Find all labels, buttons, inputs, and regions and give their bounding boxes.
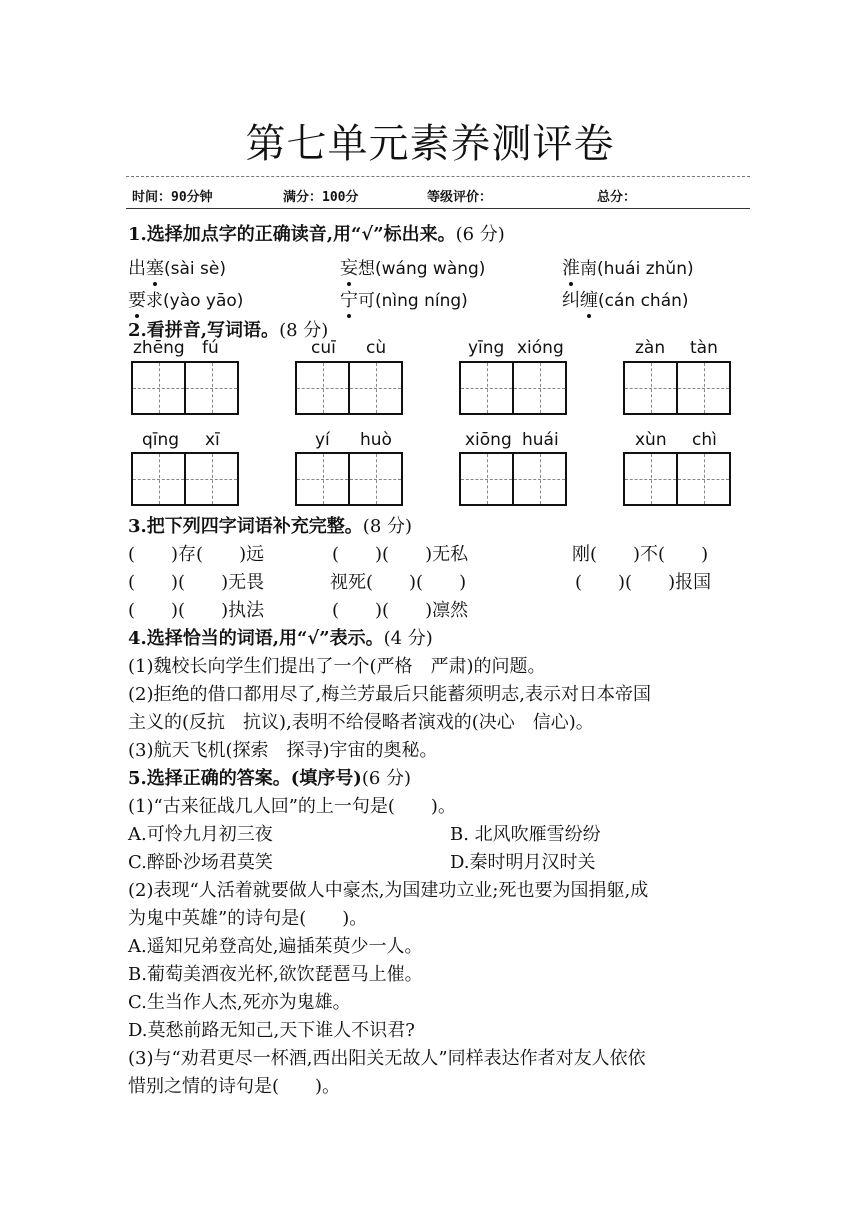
- q5-points: (6 分): [361, 768, 412, 789]
- q1-item-6-options: (cán chán): [598, 291, 689, 311]
- answer-option: D.秦时明月汉时关: [450, 852, 596, 873]
- question-line: (1)魏校长向学生们提出了一个(严格 严肃)的问题。: [128, 656, 546, 677]
- pinyin: fú: [202, 338, 219, 358]
- writing-grid[interactable]: [131, 452, 239, 506]
- page-title: 第七单元素养测评卷: [245, 121, 615, 167]
- pinyin: chì: [692, 430, 717, 450]
- full-score-label: 满分：100分: [283, 190, 359, 205]
- pinyin: cuī: [311, 338, 336, 358]
- pinyin: huái: [522, 430, 559, 450]
- q1-points: (6 分): [455, 224, 505, 245]
- q2-points: (8 分): [279, 320, 329, 341]
- q4-heading: [128, 624, 433, 650]
- pinyin: xùn: [635, 430, 667, 450]
- pinyin: zhēng: [133, 338, 185, 358]
- q1-item-2: [340, 254, 485, 280]
- question-line: 主义的(反抗 抗议),表明不给侵略者演戏的(决心 信心)。: [128, 712, 594, 733]
- q4-heading-text: 4.选择恰当的词语,用“√”表示。: [128, 628, 384, 649]
- question-line: (3)与“劝君更尽一杯酒,西出阳关无故人”同样表达作者对友人依依: [128, 1048, 646, 1069]
- writing-grid[interactable]: [295, 361, 403, 415]
- q5-heading-text: 5.选择正确的答案。(填序号): [128, 768, 362, 789]
- grade-label: 等级评价：: [427, 190, 493, 205]
- answer-option: C.生当作人杰,死亦为鬼雄。: [128, 992, 351, 1013]
- q1-item-1: [128, 254, 226, 280]
- q5-heading: [128, 764, 411, 790]
- writing-grid[interactable]: [131, 361, 239, 415]
- q1-item-4: [128, 286, 243, 312]
- question-line: (3)航天飞机(探索 探寻)宇宙的奥秘。: [128, 740, 438, 761]
- q1-item-2-dotted: 妄: [340, 254, 358, 280]
- pinyin: cù: [366, 338, 387, 358]
- q1-item-3: [562, 254, 694, 280]
- q1-item-4-dotted: 要: [128, 286, 146, 312]
- q4-points: (4 分): [383, 628, 433, 649]
- question-line: (2)表现“人活着就要做人中豪杰,为国建功立业;死也要为国捐躯,成: [128, 880, 649, 901]
- question-line: 惜别之情的诗句是( )。: [128, 1076, 341, 1097]
- writing-grid[interactable]: [459, 361, 567, 415]
- q1-item-1-dotted: 塞: [146, 254, 164, 280]
- q1-item-5: [340, 286, 468, 312]
- idiom-blank: 视死( )( ): [330, 572, 467, 593]
- q1-item-5-dotted: 宁: [340, 286, 358, 312]
- q1-item-1-pre: 出: [128, 258, 146, 279]
- pinyin: tàn: [690, 338, 718, 358]
- pinyin: xiōng: [465, 430, 512, 450]
- pinyin: qīng: [142, 430, 180, 450]
- writing-grid[interactable]: [459, 452, 567, 506]
- q1-item-3-options: 南(huái zhǔn): [580, 259, 694, 279]
- answer-option: A.遥知兄弟登高处,遍插茱萸少一人。: [128, 936, 423, 957]
- answer-option: D.莫愁前路无知己,天下谁人不识君?: [128, 1020, 415, 1041]
- idiom-blank: ( )存( )远: [128, 544, 265, 565]
- total-score-label: 总分：: [597, 190, 637, 205]
- pinyin: yí: [315, 430, 330, 450]
- q1-heading: [128, 220, 505, 246]
- q1-item-2-options: 想(wáng wàng): [358, 259, 486, 279]
- answer-option: A.可怜九月初三夜: [128, 824, 273, 845]
- q3-heading: [128, 512, 412, 538]
- answer-option: C.醉卧沙场君莫笑: [128, 852, 273, 873]
- idiom-blank: ( )( )执法: [128, 600, 265, 621]
- q1-heading-text: 1.选择加点字的正确读音,用“√”标出来。: [128, 224, 456, 245]
- time-label: 时间：90分钟: [132, 190, 213, 205]
- q1-item-3-dotted: 淮: [562, 254, 580, 280]
- question-line: (1)“古来征战几人回”的上一句是( )。: [128, 796, 456, 817]
- pinyin: xī: [205, 430, 220, 450]
- q1-item-4-options: 求(yào yāo): [146, 291, 244, 311]
- writing-grid[interactable]: [295, 452, 403, 506]
- header-divider-dashed: [126, 176, 750, 177]
- q2-heading-text: 2.看拼音,写词语。: [128, 320, 280, 341]
- q3-heading-text: 3.把下列四字词语补充完整。: [128, 516, 363, 537]
- idiom-blank: ( )( )凛然: [332, 600, 469, 621]
- answer-option: B.葡萄美酒夜光杯,欲饮琵琶马上催。: [128, 964, 423, 985]
- q1-item-6-pre: 纠: [562, 290, 580, 311]
- writing-grid[interactable]: [623, 361, 731, 415]
- answer-option: B. 北风吹雁雪纷纷: [450, 824, 601, 845]
- q1-item-1-options: (sài sè): [164, 259, 226, 279]
- q1-item-6: [562, 286, 689, 312]
- idiom-blank: 刚( )不( ): [572, 544, 709, 565]
- idiom-blank: ( )( )无私: [332, 544, 469, 565]
- q3-points: (8 分): [362, 516, 413, 537]
- question-line: 为鬼中英雄”的诗句是( )。: [128, 908, 368, 929]
- header-divider-solid: [126, 208, 750, 209]
- idiom-blank: ( )( )报国: [575, 572, 712, 593]
- pinyin: huò: [360, 430, 392, 450]
- pinyin: yīng: [468, 338, 505, 358]
- writing-grid[interactable]: [623, 452, 731, 506]
- q1-item-6-dotted: 缠: [580, 286, 598, 312]
- idiom-blank: ( )( )无畏: [128, 572, 265, 593]
- question-line: (2)拒绝的借口都用尽了,梅兰芳最后只能蓄须明志,表示对日本帝国: [128, 684, 651, 705]
- pinyin: xióng: [517, 338, 564, 358]
- q1-item-5-options: 可(nìng níng): [358, 291, 468, 311]
- pinyin: zàn: [635, 338, 666, 358]
